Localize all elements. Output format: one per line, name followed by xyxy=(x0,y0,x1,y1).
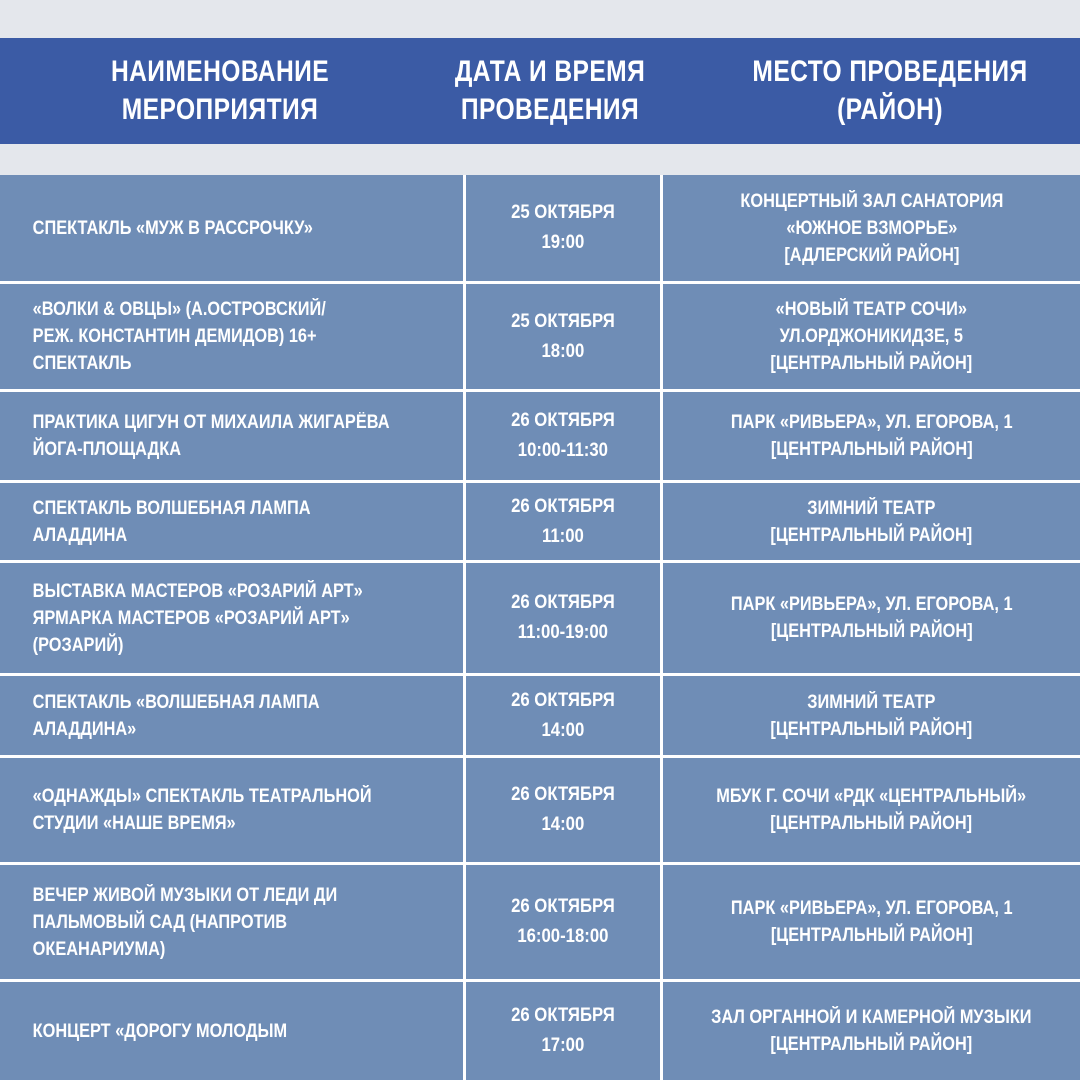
place-cell xyxy=(663,982,1080,1080)
datetime-cell xyxy=(466,758,660,862)
event-place: МБУК Г. СОЧИ «РДК «ЦЕНТРАЛЬНЫЙ» [ЦЕНТРАЛЬНЫЙ РАЙОН] xyxy=(716,786,1027,834)
table-row xyxy=(0,392,1080,480)
place-cell xyxy=(663,175,1080,281)
event-datetime: 25 ОКТЯБРЯ 18:00 xyxy=(511,310,615,362)
header-date-time: ДАТА И ВРЕМЯ ПРОВЕДЕНИЯ xyxy=(454,55,646,126)
table-row xyxy=(0,284,1080,389)
event-cell xyxy=(0,392,463,480)
datetime-cell xyxy=(466,676,660,755)
place-cell xyxy=(663,392,1080,480)
table-row xyxy=(0,982,1080,1080)
event-datetime: 25 ОКТЯБРЯ 19:00 xyxy=(511,202,615,253)
table-row xyxy=(0,563,1080,673)
event-place: ПАРК «РИВЬЕРА», УЛ. ЕГОРОВА, 1 [ЦЕНТРАЛЬНЫЙ РАЙОН] xyxy=(730,412,1013,460)
event-cell xyxy=(0,676,463,755)
place-cell xyxy=(663,865,1080,979)
event-place: ПАРК «РИВЬЕРА», УЛ. ЕГОРОВА, 1 [ЦЕНТРАЛЬНЫЙ РАЙОН] xyxy=(730,898,1013,946)
event-name: СПЕКТАКЛЬ ВОЛШЕБНАЯ ЛАМПА АЛАДДИНА xyxy=(32,497,311,546)
event-cell xyxy=(0,563,463,673)
place-cell xyxy=(663,676,1080,755)
event-name: «ВОЛКИ & ОВЦЫ» (А.ОСТРОВСКИЙ/ РЕЖ. КОНСТАНТИН ДЕМИДОВ) 16+ СПЕКТАКЛЬ xyxy=(32,299,326,374)
datetime-cell xyxy=(466,563,660,673)
event-name: ВЫСТАВКА МАСТЕРОВ «РОЗАРИЙ АРТ» ЯРМАРКА МАСТЕРОВ «РОЗАРИЙ АРТ» (РОЗАРИЙ) xyxy=(32,580,363,656)
event-place: ЗИМНИЙ ТЕАТР [ЦЕНТРАЛЬНЫЙ РАЙОН] xyxy=(770,691,973,740)
event-name: СПЕКТАКЛЬ «МУЖ В РАССРОЧКУ» xyxy=(32,217,313,239)
event-datetime: 26 ОКТЯБРЯ 17:00 xyxy=(511,1005,615,1056)
event-place: ЗАЛ ОРГАННОЙ И КАМЕРНОЙ МУЗЫКИ [ЦЕНТРАЛЬНЫЙ РАЙОН] xyxy=(711,1007,1032,1055)
place-cell xyxy=(663,758,1080,862)
event-cell xyxy=(0,483,463,560)
event-place: ЗИМНИЙ ТЕАТР [ЦЕНТРАЛЬНЫЙ РАЙОН] xyxy=(770,497,973,546)
datetime-cell xyxy=(466,982,660,1080)
event-name: ПРАКТИКА ЦИГУН ОТ МИХАИЛА ЖИГАРЁВА ЙОГА-ПЛОЩАДКА xyxy=(32,412,390,460)
event-datetime: 26 ОКТЯБРЯ 14:00 xyxy=(511,689,615,741)
datetime-cell xyxy=(466,284,660,389)
event-place: «НОВЫЙ ТЕАТР СОЧИ» УЛ.ОРДЖОНИКИДЗЕ, 5 [ЦЕНТРАЛЬНЫЙ РАЙОН] xyxy=(770,299,973,374)
table-header xyxy=(0,38,1080,144)
header-venue: МЕСТО ПРОВЕДЕНИЯ (РАЙОН) xyxy=(752,55,1028,126)
event-name: СПЕКТАКЛЬ «ВОЛШЕБНАЯ ЛАМПА АЛАДДИНА» xyxy=(32,691,320,740)
event-place: ПАРК «РИВЬЕРА», УЛ. ЕГОРОВА, 1 [ЦЕНТРАЛЬНЫЙ РАЙОН] xyxy=(730,594,1013,642)
datetime-cell xyxy=(466,175,660,281)
event-cell xyxy=(0,758,463,862)
event-datetime: 26 ОКТЯБРЯ 14:00 xyxy=(511,784,615,835)
event-cell xyxy=(0,175,463,281)
event-name: ВЕЧЕР ЖИВОЙ МУЗЫКИ ОТ ЛЕДИ ДИ ПАЛЬМОВЫЙ САД (НАПРОТИВ ОКЕАНАРИУМА) xyxy=(32,884,338,960)
event-cell xyxy=(0,982,463,1080)
place-cell xyxy=(663,563,1080,673)
event-cell xyxy=(0,284,463,389)
table-row xyxy=(0,676,1080,755)
event-datetime: 26 ОКТЯБРЯ 11:00 xyxy=(511,495,615,547)
table-row xyxy=(0,758,1080,862)
table-row xyxy=(0,865,1080,979)
events-table xyxy=(0,175,1080,1080)
event-datetime: 26 ОКТЯБРЯ 10:00-11:30 xyxy=(511,410,615,461)
event-datetime: 26 ОКТЯБРЯ 16:00-18:00 xyxy=(511,896,615,947)
datetime-cell xyxy=(466,483,660,560)
datetime-cell xyxy=(466,392,660,480)
event-place: КОНЦЕРТНЫЙ ЗАЛ САНАТОРИЯ «ЮЖНОЕ ВЗМОРЬЕ» [АДЛЕРСКИЙ РАЙОН] xyxy=(740,190,1003,266)
place-cell xyxy=(663,284,1080,389)
table-row xyxy=(0,483,1080,560)
datetime-cell xyxy=(466,865,660,979)
event-name: «ОДНАЖДЫ» СПЕКТАКЛЬ ТЕАТРАЛЬНОЙ СТУДИИ «НАШЕ ВРЕМЯ» xyxy=(32,786,372,834)
table-row xyxy=(0,175,1080,281)
header-event-name: НАИМЕНОВАНИЕ МЕРОПРИЯТИЯ xyxy=(110,55,330,126)
event-name: КОНЦЕРТ «ДОРОГУ МОЛОДЫМ xyxy=(32,1020,288,1042)
event-cell xyxy=(0,865,463,979)
place-cell xyxy=(663,483,1080,560)
event-datetime: 26 ОКТЯБРЯ 11:00-19:00 xyxy=(511,592,615,643)
